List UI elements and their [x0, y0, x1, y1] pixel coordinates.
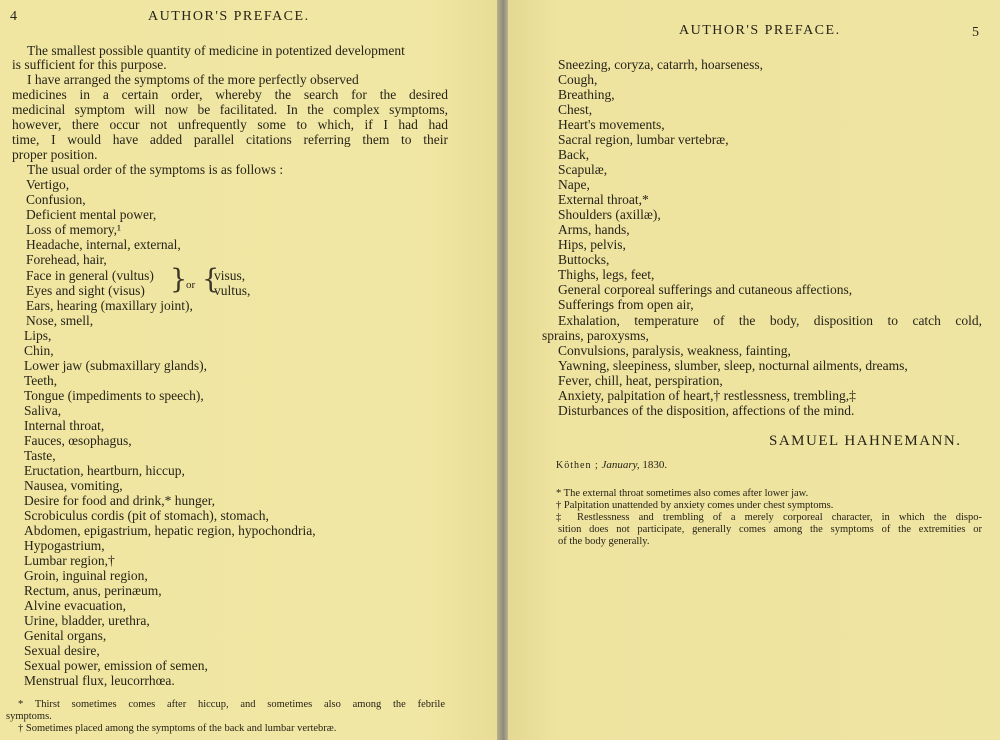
list-item: Chin, [24, 343, 54, 358]
list-item-continuation: sprains, paroxysms, [542, 328, 649, 343]
list-item: Menstrual flux, leucorrhœa. [24, 673, 175, 688]
right-page [508, 0, 1000, 740]
running-head: AUTHOR'S PREFACE. [679, 23, 841, 38]
list-item: Anxiety, palpitation of heart,† restlessness, trembling,‡ [558, 388, 856, 403]
page-number: 5 [972, 25, 979, 40]
list-item: Vertigo, [26, 177, 70, 192]
list-item: Hypogastrium, [24, 538, 105, 553]
list-item: Sneezing, coryza, catarrh, hoarseness, [558, 57, 764, 72]
paragraph-line: is sufficient for this purpose. [12, 57, 167, 72]
list-item: Sufferings from open air, [558, 297, 694, 312]
list-item: Disturbances of the disposition, affections of the mind. [558, 403, 855, 418]
list-item: Nape, [558, 177, 590, 192]
list-item: Saliva, [24, 403, 62, 418]
list-item: Back, [558, 147, 590, 162]
list-item: Lower jaw (submaxillary glands), [24, 358, 207, 373]
running-head: AUTHOR'S PREFACE. [148, 9, 310, 24]
left-brace: { [202, 264, 220, 295]
footnote: * Thirst sometimes comes after hiccup, and sometimes also among the febrile [18, 699, 445, 710]
book-gutter [497, 0, 508, 740]
list-item: Tongue (impediments to speech), [24, 388, 204, 403]
list-item: Alvine evacuation, [24, 598, 126, 613]
list-item: Rectum, anus, perinæum, [24, 583, 162, 598]
footnote: of the body generally. [558, 536, 650, 547]
list-item: Nausea, vomiting, [24, 478, 123, 493]
list-item: Thighs, legs, feet, [558, 267, 655, 282]
list-item: Sexual desire, [24, 643, 100, 658]
list-item: Forehead, hair, [26, 252, 107, 267]
list-item: Heart's movements, [558, 117, 665, 132]
list-item: General corporeal sufferings and cutaneous affections, [558, 282, 853, 297]
list-item: Scrobiculus cordis (pit of stomach), stomach, [24, 508, 269, 523]
list-item: Taste, [24, 448, 56, 463]
list-item: Eyes and sight (visus) [26, 283, 145, 298]
list-item: External throat,* [558, 192, 649, 207]
list-item: Convulsions, paralysis, weakness, fainting, [558, 343, 791, 358]
list-item: Headache, internal, external, [26, 237, 181, 252]
list-item: Groin, inguinal region, [24, 568, 148, 583]
list-item: Teeth, [24, 373, 58, 388]
date-year: 1830. [642, 459, 668, 471]
list-item: Abdomen, epigastrium, hepatic region, hypochondria, [24, 523, 316, 538]
bracket-option: vultus, [214, 283, 251, 298]
list-item: Hips, pelvis, [558, 237, 626, 252]
left-page [0, 0, 497, 740]
dateline [556, 458, 667, 473]
list-item: Genital organs, [24, 628, 107, 643]
paragraph-line: I have arranged the symptoms of the more perfectly observed [27, 72, 359, 87]
paragraph-line: however, there occur not unfrequently some to which, if I had had [12, 117, 448, 132]
list-item: Exhalation, temperature of the body, disposition to catch cold, [558, 313, 982, 328]
paragraph-line: time, I would have added parallel citations referring them to their [12, 132, 448, 147]
list-item: Fauces, œsophagus, [24, 433, 132, 448]
list-item: Sacral region, lumbar vertebræ, [558, 132, 729, 147]
page-number: 4 [10, 9, 17, 24]
list-item: Chest, [558, 102, 593, 117]
list-item: Internal throat, [24, 418, 105, 433]
list-item: Face in general (vultus) [26, 268, 154, 283]
list-item: Scapulæ, [558, 162, 608, 177]
place: Köthen ; [556, 460, 599, 471]
list-intro: The usual order of the symptoms is as follows : [27, 162, 284, 177]
list-item: Confusion, [26, 192, 86, 207]
list-item: Buttocks, [558, 252, 610, 267]
footnote: † Sometimes placed among the symptoms of the back and lumbar vertebræ. [18, 723, 337, 734]
list-item: Lumbar region,† [24, 553, 115, 568]
list-item: Lips, [24, 328, 52, 343]
list-item: Fever, chill, heat, perspiration, [558, 373, 723, 388]
date-month: January, [601, 459, 640, 471]
or-word: or [186, 279, 196, 291]
right-brace: } [170, 264, 188, 295]
list-item: Nose, smell, [26, 313, 94, 328]
list-item: Cough, [558, 72, 598, 87]
footnote: * The external throat sometimes also comes after lower jaw. [556, 488, 809, 499]
paragraph-line: proper position. [12, 147, 98, 162]
footnote: † Palpitation unattended by anxiety comes under chest symptoms. [556, 500, 834, 511]
list-item: Loss of memory,¹ [26, 222, 122, 237]
list-item: Arms, hands, [558, 222, 630, 237]
footnote: symptoms. [6, 711, 52, 722]
list-item: Ears, hearing (maxillary joint), [26, 298, 193, 313]
list-item: Yawning, sleepiness, slumber, sleep, nocturnal ailments, dreams, [558, 358, 908, 373]
footnote: ‡ Restlessness and trembling of a merely corporeal character, in which the dispo- [556, 512, 982, 523]
list-item: Sexual power, emission of semen, [24, 658, 208, 673]
paragraph-line: The smallest possible quantity of medicine in potentized development [27, 43, 405, 58]
paragraph-line: medicines in a certain order, whereby the search for the desired [12, 87, 448, 102]
list-item: Breathing, [558, 87, 615, 102]
paragraph-line: medicinal symptom will now be facilitated. In the complex symptoms, [12, 102, 448, 117]
footnote: sition does not participate, generally comes among the symptoms of the extremities or [558, 524, 982, 535]
list-item: Desire for food and drink,* hunger, [24, 493, 216, 508]
list-item: Shoulders (axillæ), [558, 207, 661, 222]
list-item: Urine, bladder, urethra, [24, 613, 150, 628]
list-item: Eructation, heartburn, hiccup, [24, 463, 185, 478]
bracket-option: visus, [214, 268, 246, 283]
author-signature: SAMUEL HAHNEMANN. [769, 433, 962, 449]
list-item: Deficient mental power, [26, 207, 157, 222]
